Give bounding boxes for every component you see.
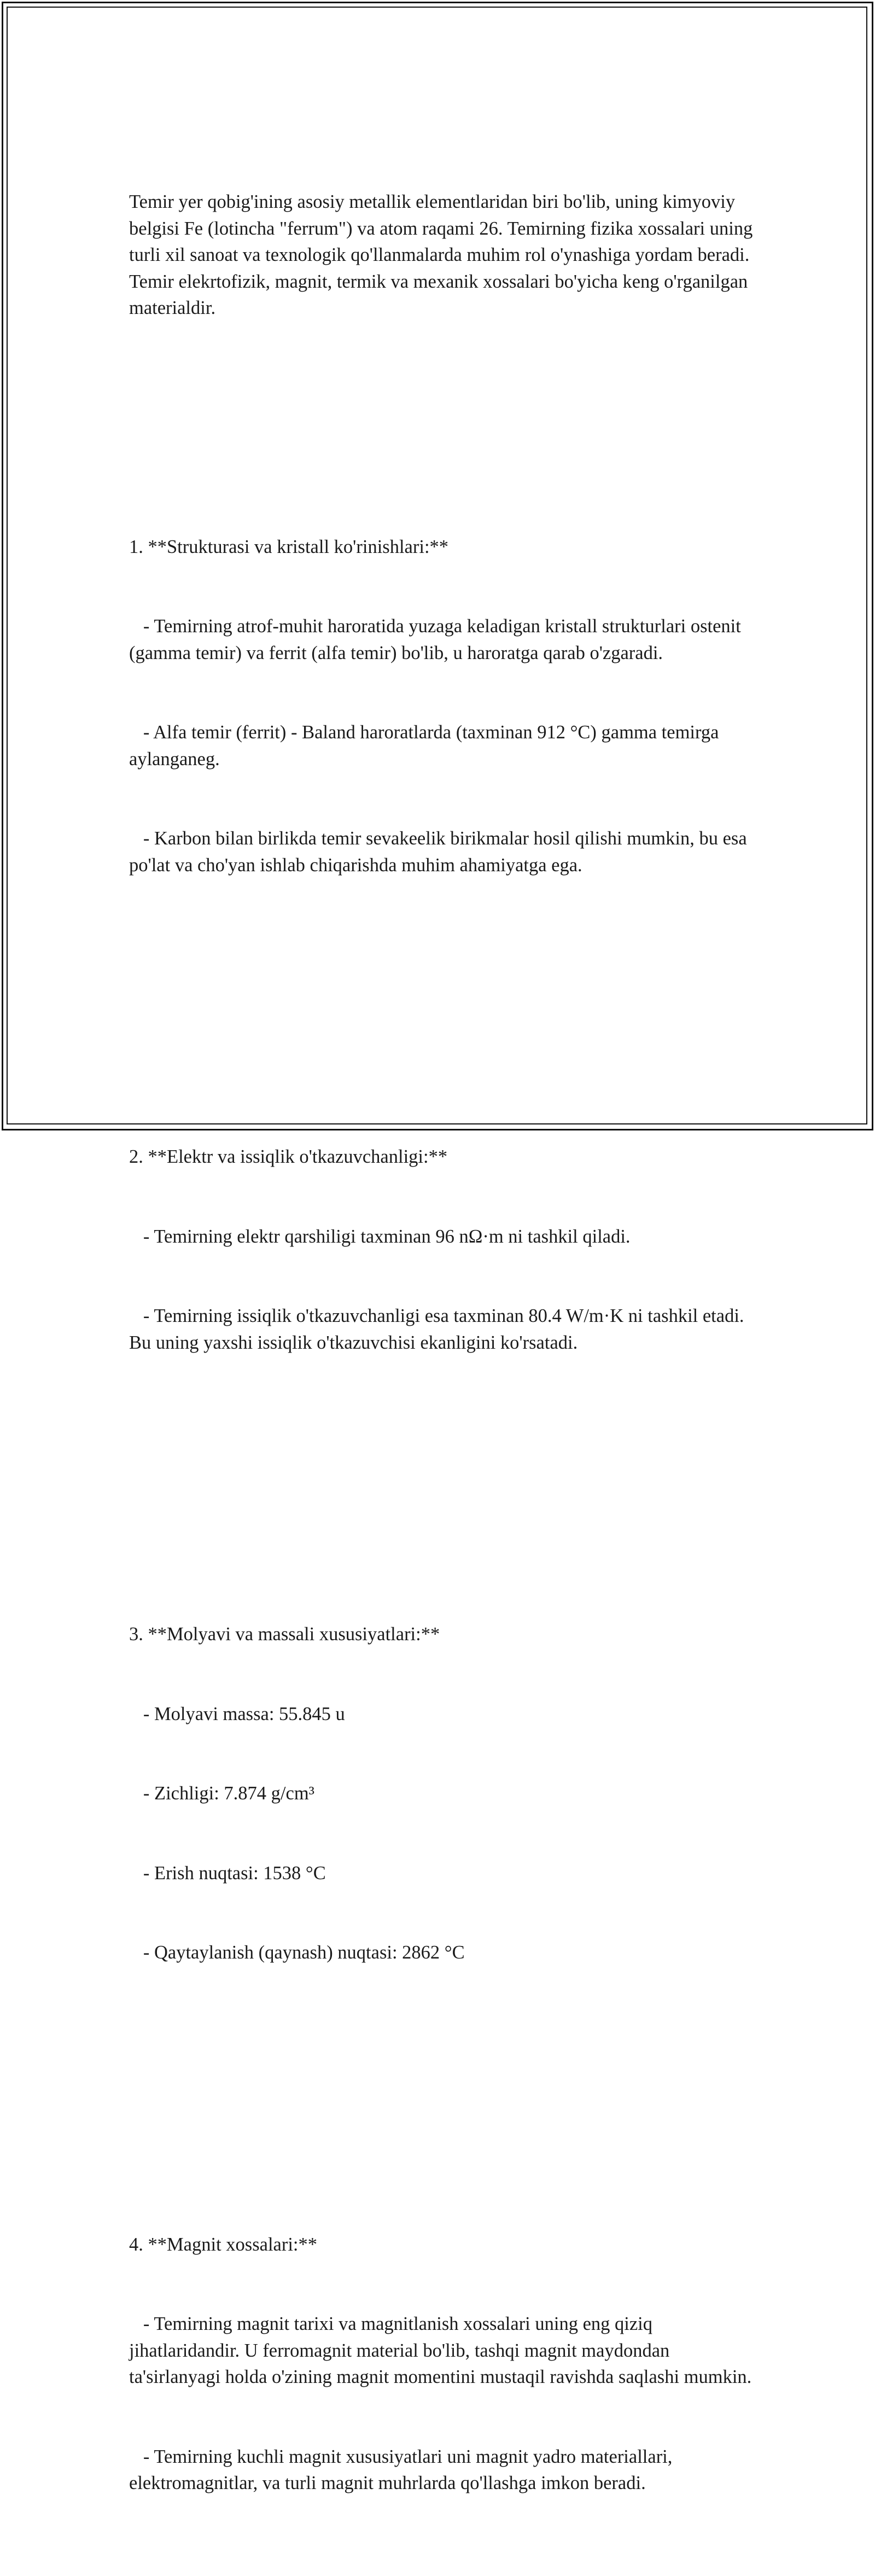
- section-heading: 2. **Elektr va issiqlik o'tkazuvchanligi:**: [129, 1146, 448, 1167]
- section-heading: 3. **Molyavi va massali xususiyatlari:**: [129, 1624, 440, 1645]
- list-item: - Alfa temir (ferrit) - Baland haroratlarda (taxminan 912 °C) gamma temirga aylanganeg.: [129, 722, 724, 770]
- list-item: - Qaytaylanish (qaynash) nuqtasi: 2862 °C: [129, 1942, 465, 1963]
- list-item: - Zichligi: 7.874 g/cm³: [129, 1783, 315, 1804]
- spacer: [129, 1462, 763, 1489]
- list-item: - Molyavi massa: 55.845 u: [129, 1703, 345, 1724]
- section-heading: 1. **Strukturasi va kristall ko'rinishlari:**: [129, 536, 449, 557]
- list-item: - Erish nuqtasi: 1538 °C: [129, 1862, 326, 1884]
- section-mass-properties: [129, 1568, 763, 2019]
- section-conductivity: [129, 1091, 763, 1409]
- list-item: - Temirning elektr qarshiligi taxminan 96 nΩ·m ni tashkil qiladi.: [129, 1226, 631, 1247]
- list-item: - Temirning kuchli magnit xususiyatlari uni magnit yadro materiallari, elektromagnitlar, va turli magnit muhrlarda qo'llashga imkon beradi.: [129, 2446, 678, 2493]
- section-structure: [129, 481, 763, 932]
- section-heading: 4. **Magnit xossalari:**: [129, 2234, 318, 2255]
- section-magnetic: [129, 2178, 763, 2550]
- list-item: - Temirning issiqlik o'tkazuvchanligi esa taxminan 80.4 W/m·K ni tashkil etadi. Bu uning yaxshi issiqlik o'tkazuvchisi ekanligini ko'rsatadi.: [129, 1306, 749, 1353]
- list-item: - Temirning atrof-muhit haroratida yuzaga keladigan kristall strukturlari ostenit (gamma temir) va ferrit (alfa temir) bo'lib, u haroratga qarab o'zgaradi.: [129, 616, 746, 663]
- spacer: [129, 984, 763, 1011]
- list-item: - Karbon bilan birlikda temir sevakeelik birikmalar hosil qilishi mumkin, bu esa po'lat va cho'yan ishlab chiqarishda muhim ahamiyatga ega.: [129, 828, 752, 876]
- list-item: - Temirning magnit tarixi va magnitlanish xossalari uning eng qiziq jihatlaridandir. U ferromagnit material bo'lib, tashqi magnit maydondan ta'sirlanyagi holda o'zining magnit momentini mustaqil ravishda saqlashi mumkin.: [129, 2313, 752, 2387]
- spacer: [129, 2072, 763, 2099]
- spacer: [129, 375, 763, 401]
- document-body: [129, 136, 763, 2576]
- intro-paragraph: Temir yer qobig'ining asosiy metallik elementlaridan biri bo'lib, uning kimyoviy belgisi Fe (lotincha "ferrum") va atom raqami 26. Temirning fizika xossalari uning turli xil sanoat va texnologik qo'llanmalarda muhim rol o'ynashiga yordam beradi. Temir elekrtofizik, magnit, termik va mexanik xossalari bo'yicha keng o'rganilgan materialdir.: [129, 191, 757, 318]
